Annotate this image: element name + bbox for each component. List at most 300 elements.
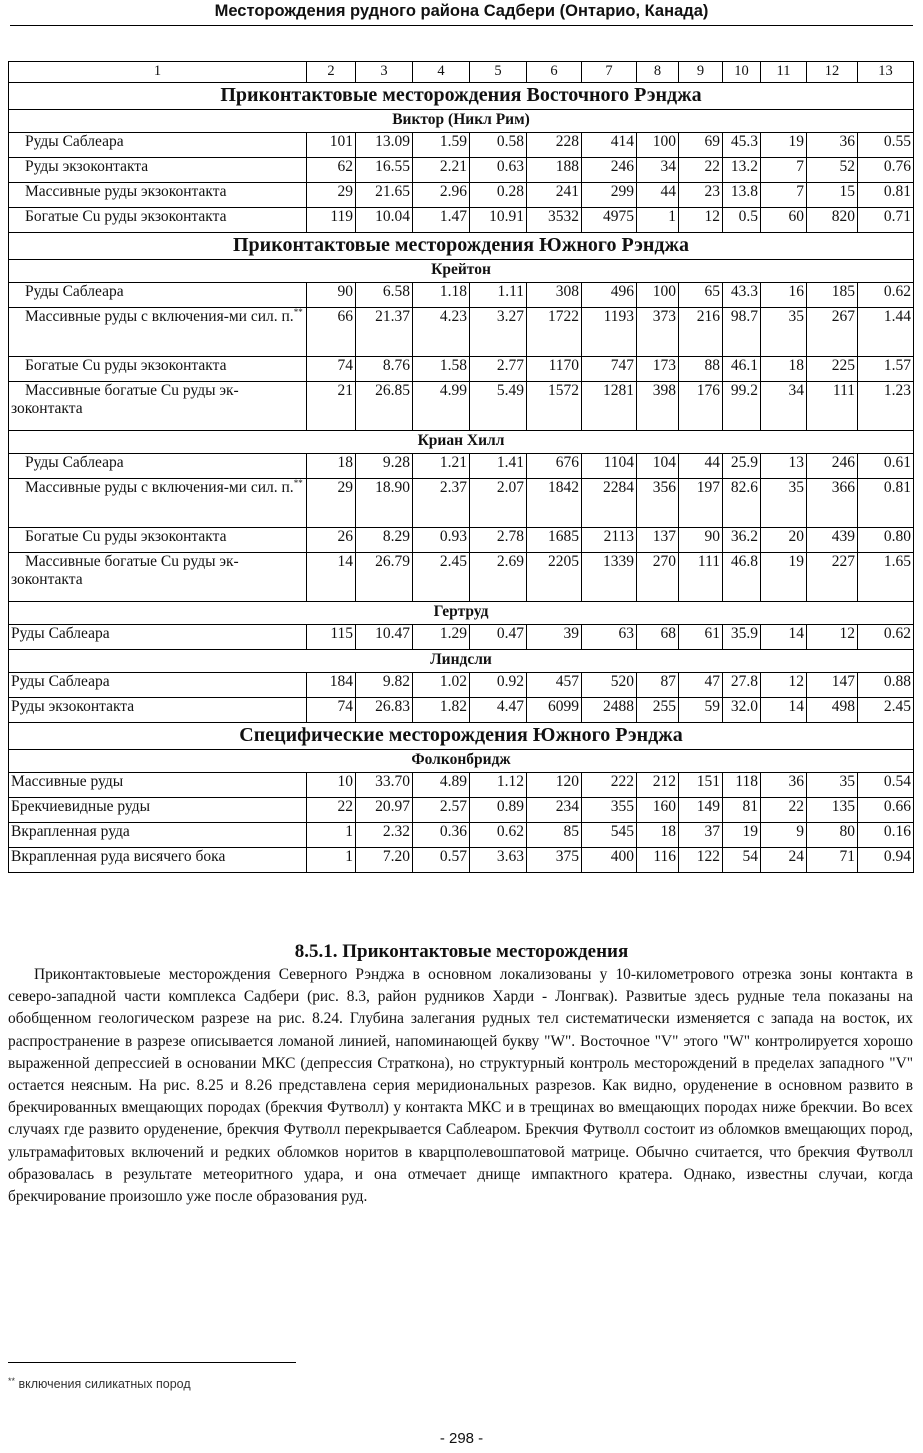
table-cell: 1.02	[413, 673, 470, 698]
table-cell: 14	[761, 698, 807, 723]
row-label	[9, 382, 307, 431]
table-cell: 270	[637, 553, 679, 602]
table-cell: 39	[527, 625, 582, 650]
table-cell: 60	[761, 208, 807, 233]
row-label-text: Брекчиевидные руды	[11, 798, 151, 815]
table-cell: 98.7	[723, 308, 761, 357]
table-row	[9, 382, 914, 431]
table-cell: 234	[527, 798, 582, 823]
table-cell: 2.07	[470, 479, 527, 528]
deposit-name: Фолконбридж	[9, 750, 914, 773]
table-cell: 21	[307, 382, 356, 431]
table-cell: 216	[679, 308, 723, 357]
table-cell: 16	[761, 283, 807, 308]
table-cell: 23	[679, 183, 723, 208]
table-cell: 0.81	[858, 479, 914, 528]
table-cell: 36	[807, 133, 858, 158]
table-cell: 160	[637, 798, 679, 823]
table-cell: 120	[527, 773, 582, 798]
row-label	[9, 208, 307, 233]
row-label	[9, 698, 307, 723]
table-cell: 1339	[582, 553, 637, 602]
table-cell: 12	[761, 673, 807, 698]
table-cell: 149	[679, 798, 723, 823]
table-cell: 0.47	[470, 625, 527, 650]
row-label	[9, 798, 307, 823]
table-cell: 188	[527, 158, 582, 183]
deposit-row	[9, 110, 914, 133]
column-number: 3	[356, 62, 413, 83]
table-cell: 2.57	[413, 798, 470, 823]
deposit-name: Виктор (Никл Рим)	[9, 110, 914, 133]
table-cell: 225	[807, 357, 858, 382]
column-number: 10	[723, 62, 761, 83]
table-cell: 27.8	[723, 673, 761, 698]
table-cell: 1.11	[470, 283, 527, 308]
table-cell: 82.6	[723, 479, 761, 528]
table-cell: 1.59	[413, 133, 470, 158]
table-cell: 2.37	[413, 479, 470, 528]
table-cell: 85	[527, 823, 582, 848]
table-cell: 0.58	[470, 133, 527, 158]
table-row	[9, 183, 914, 208]
table-cell: 74	[307, 698, 356, 723]
deposit-row	[9, 602, 914, 625]
table-cell: 71	[807, 848, 858, 873]
table-cell: 9.28	[356, 454, 413, 479]
table-row	[9, 283, 914, 308]
table-cell: 13.2	[723, 158, 761, 183]
table-cell: 14	[761, 625, 807, 650]
table-cell: 373	[637, 308, 679, 357]
table-cell: 1.21	[413, 454, 470, 479]
table-cell: 173	[637, 357, 679, 382]
table-row	[9, 528, 914, 553]
table-row	[9, 158, 914, 183]
table-cell: 90	[307, 283, 356, 308]
table-cell: 116	[637, 848, 679, 873]
table-cell: 0.63	[470, 158, 527, 183]
table-cell: 137	[637, 528, 679, 553]
table-cell: 267	[807, 308, 858, 357]
table-cell: 99.2	[723, 382, 761, 431]
table-cell: 1.23	[858, 382, 914, 431]
table-cell: 308	[527, 283, 582, 308]
row-label	[9, 479, 307, 528]
table-cell: 400	[582, 848, 637, 873]
table-cell: 356	[637, 479, 679, 528]
table-cell: 0.71	[858, 208, 914, 233]
table-cell: 255	[637, 698, 679, 723]
column-number: 2	[307, 62, 356, 83]
row-label-text: Руды Саблеара	[11, 673, 110, 690]
row-label	[9, 848, 307, 873]
table-cell: 33.70	[356, 773, 413, 798]
table-cell: 35	[761, 479, 807, 528]
table-cell: 545	[582, 823, 637, 848]
table-cell: 299	[582, 183, 637, 208]
table-cell: 21.65	[356, 183, 413, 208]
table-cell: 62	[307, 158, 356, 183]
table-cell: 2284	[582, 479, 637, 528]
row-label	[9, 528, 307, 553]
table-cell: 0.54	[858, 773, 914, 798]
column-number: 5	[470, 62, 527, 83]
row-label	[9, 158, 307, 183]
table-cell: 3532	[527, 208, 582, 233]
table-cell: 66	[307, 308, 356, 357]
table-cell: 18.90	[356, 479, 413, 528]
table-cell: 1193	[582, 308, 637, 357]
table-cell: 68	[637, 625, 679, 650]
table-cell: 63	[582, 625, 637, 650]
table-cell: 6099	[527, 698, 582, 723]
table-cell: 7	[761, 183, 807, 208]
row-label	[9, 283, 307, 308]
table-cell: 54	[723, 848, 761, 873]
table-cell: 212	[637, 773, 679, 798]
table-cell: 19	[761, 133, 807, 158]
table-cell: 20	[761, 528, 807, 553]
table-cell: 0.93	[413, 528, 470, 553]
table-cell: 1.29	[413, 625, 470, 650]
table-cell: 747	[582, 357, 637, 382]
footnote-rule	[8, 1362, 296, 1363]
table-cell: 1.18	[413, 283, 470, 308]
table-cell: 74	[307, 357, 356, 382]
table-row	[9, 698, 914, 723]
row-label	[9, 454, 307, 479]
row-label-text: Массивные богатые Cu руды эк-зоконтакта	[11, 553, 239, 588]
column-number: 6	[527, 62, 582, 83]
table-cell: 1722	[527, 308, 582, 357]
table-cell: 14	[307, 553, 356, 602]
table-cell: 104	[637, 454, 679, 479]
column-number: 13	[858, 62, 914, 83]
table-cell: 81	[723, 798, 761, 823]
table-cell: 44	[637, 183, 679, 208]
row-label-text: Вкрапленная руда	[11, 823, 130, 840]
column-number: 4	[413, 62, 470, 83]
deposit-row	[9, 750, 914, 773]
table-cell: 21.37	[356, 308, 413, 357]
table-cell: 22	[307, 798, 356, 823]
table-cell: 1.47	[413, 208, 470, 233]
table-cell: 115	[307, 625, 356, 650]
table-cell: 0.76	[858, 158, 914, 183]
table-cell: 0.88	[858, 673, 914, 698]
column-number: 8	[637, 62, 679, 83]
table-cell: 2.69	[470, 553, 527, 602]
header-rule	[10, 25, 913, 26]
table-cell: 4.23	[413, 308, 470, 357]
section-row	[9, 233, 914, 260]
table-cell: 241	[527, 183, 582, 208]
row-label-text: Руды Саблеара	[25, 454, 124, 471]
table-cell: 12	[807, 625, 858, 650]
table-cell: 9.82	[356, 673, 413, 698]
table-cell: 26.83	[356, 698, 413, 723]
table-cell: 398	[637, 382, 679, 431]
deposit-row	[9, 431, 914, 454]
table-cell: 90	[679, 528, 723, 553]
table-cell: 100	[637, 283, 679, 308]
table-cell: 457	[527, 673, 582, 698]
table-cell: 19	[761, 553, 807, 602]
table-cell: 8.76	[356, 357, 413, 382]
table-cell: 8.29	[356, 528, 413, 553]
column-number: 1	[9, 62, 307, 83]
table-cell: 10	[307, 773, 356, 798]
table-cell: 4.47	[470, 698, 527, 723]
table-cell: 18	[307, 454, 356, 479]
table-cell: 0.62	[858, 283, 914, 308]
section-heading: 8.5.1. Приконтактовые месторождения	[294, 941, 629, 962]
table-cell: 176	[679, 382, 723, 431]
table-cell: 1842	[527, 479, 582, 528]
table-cell: 1.44	[858, 308, 914, 357]
table-cell: 820	[807, 208, 858, 233]
table-cell: 4.89	[413, 773, 470, 798]
footnote-mark: **	[8, 1376, 16, 1386]
table-cell: 1	[307, 823, 356, 848]
row-label	[9, 625, 307, 650]
table-cell: 0.80	[858, 528, 914, 553]
table-cell: 0.55	[858, 133, 914, 158]
row-label	[9, 773, 307, 798]
table-cell: 35.9	[723, 625, 761, 650]
table-cell: 0.94	[858, 848, 914, 873]
table-row	[9, 454, 914, 479]
body-paragraph: Приконтактовыеые месторождения Северного Рэнджа в основном локализованы у 10-километрового отрезка зоны контакта в северо-западной части комплекса Садбери (рис. 8.3, район рудников Харди - Лонгвак). Развитые здесь рудные тела показаны на обобщенном геологическом разрезе на рис. 8.24. Глубина залегания рудных тел систематически изменяется с запада на восток, их распространение в разрезе описывается ломаной линией, напоминающей букву "W". Восточное "V" этого "W" контролируется хорошо выраженной депрессией в основании МКС (депрессия Страткона), но структурный контроль месторождений в пределах западного "V" остается неясным. На рис. 8.25 и 8.26 представлена серия меридиональных разрезов. Как видно, оруденение в основном развито в брекчированных вмещающих породах (брекчия Футволл) у контакта МКС и в трещинах во вмещающих породах ниже брекчии. Во всех случаях где развито оруденение, брекчия Футволл перекрывается Саблеаром. Брекчия Футволл состоит из обломков вмещающих пород, ультрамафитовых включений и редких обломков норитов в кварцполевошпатовой матрице. Обычно считается, что брекчия Футволл образовалась в результате метеоритного удара, и она отмечает днище импактного кратера. Однако, известны случаи, когда брекчирование произошло уже после образования руд.	[8, 966, 913, 1206]
table-cell: 26.79	[356, 553, 413, 602]
column-number: 11	[761, 62, 807, 83]
table-cell: 25.9	[723, 454, 761, 479]
table-cell: 35	[761, 308, 807, 357]
table-cell: 29	[307, 183, 356, 208]
table-cell: 151	[679, 773, 723, 798]
table-cell: 36.2	[723, 528, 761, 553]
table-cell: 185	[807, 283, 858, 308]
table-cell: 35	[807, 773, 858, 798]
table-cell: 15	[807, 183, 858, 208]
ore-composition-table	[8, 61, 914, 873]
running-header: Месторождения рудного района Садбери (Онтарио, Канада)	[214, 2, 709, 20]
table-cell: 0.62	[858, 625, 914, 650]
table-cell: 0.92	[470, 673, 527, 698]
table-row	[9, 823, 914, 848]
footnote-ref: **	[293, 307, 303, 317]
table-body	[9, 62, 914, 873]
table-cell: 37	[679, 823, 723, 848]
page-number: - 298 -	[439, 1430, 484, 1447]
row-label-text: Руды Саблеара	[25, 133, 124, 150]
table-cell: 147	[807, 673, 858, 698]
table-cell: 9	[761, 823, 807, 848]
table-cell: 100	[637, 133, 679, 158]
table-cell: 184	[307, 673, 356, 698]
table-cell: 18	[761, 357, 807, 382]
row-label	[9, 133, 307, 158]
table-cell: 0.57	[413, 848, 470, 873]
table-cell: 10.04	[356, 208, 413, 233]
table-cell: 16.55	[356, 158, 413, 183]
row-label-text: Массивные руды	[11, 773, 124, 790]
row-label-text: Вкрапленная руда висячего бока	[11, 848, 226, 865]
column-number-row	[9, 62, 914, 83]
table-cell: 13.8	[723, 183, 761, 208]
table-cell: 375	[527, 848, 582, 873]
table-cell: 0.89	[470, 798, 527, 823]
table-cell: 101	[307, 133, 356, 158]
deposit-row	[9, 260, 914, 283]
row-label	[9, 357, 307, 382]
deposit-name: Криан Хилл	[9, 431, 914, 454]
table-cell: 496	[582, 283, 637, 308]
table-cell: 2.78	[470, 528, 527, 553]
table-cell: 59	[679, 698, 723, 723]
table-cell: 439	[807, 528, 858, 553]
table-cell: 0.81	[858, 183, 914, 208]
table-cell: 118	[723, 773, 761, 798]
table-row	[9, 773, 914, 798]
table-cell: 119	[307, 208, 356, 233]
table-cell: 414	[582, 133, 637, 158]
table-cell: 19	[723, 823, 761, 848]
table-cell: 36	[761, 773, 807, 798]
table-row	[9, 798, 914, 823]
table-row	[9, 479, 914, 528]
table-cell: 46.1	[723, 357, 761, 382]
table-cell: 676	[527, 454, 582, 479]
table-cell: 1.12	[470, 773, 527, 798]
table-cell: 520	[582, 673, 637, 698]
table-cell: 10.47	[356, 625, 413, 650]
row-label	[9, 553, 307, 602]
table-cell: 61	[679, 625, 723, 650]
table-row	[9, 308, 914, 357]
table-row	[9, 553, 914, 602]
table-cell: 1104	[582, 454, 637, 479]
table-cell: 1.82	[413, 698, 470, 723]
table-cell: 197	[679, 479, 723, 528]
table-cell: 111	[807, 382, 858, 431]
table-cell: 2.96	[413, 183, 470, 208]
section-title: Приконтактовые месторождения Южного Рэнджа	[9, 233, 914, 260]
table-cell: 0.5	[723, 208, 761, 233]
table-row	[9, 208, 914, 233]
row-label-text: Руды экзоконтакта	[25, 158, 149, 175]
table-cell: 22	[761, 798, 807, 823]
table-cell: 1	[637, 208, 679, 233]
table-row	[9, 848, 914, 873]
row-label-text: Руды Саблеара	[25, 283, 124, 300]
table-cell: 2.32	[356, 823, 413, 848]
table-cell: 4975	[582, 208, 637, 233]
section-row	[9, 83, 914, 110]
column-number: 7	[582, 62, 637, 83]
table-cell: 1.65	[858, 553, 914, 602]
table-cell: 2205	[527, 553, 582, 602]
row-label	[9, 308, 307, 357]
table-cell: 69	[679, 133, 723, 158]
footnote-ref: **	[293, 478, 303, 488]
table-cell: 26	[307, 528, 356, 553]
table-cell: 10.91	[470, 208, 527, 233]
table-cell: 2.21	[413, 158, 470, 183]
table-cell: 366	[807, 479, 858, 528]
table-cell: 227	[807, 553, 858, 602]
table-cell: 45.3	[723, 133, 761, 158]
table-cell: 47	[679, 673, 723, 698]
table-cell: 246	[807, 454, 858, 479]
table-cell: 1.41	[470, 454, 527, 479]
row-label	[9, 823, 307, 848]
table-cell: 122	[679, 848, 723, 873]
table-row	[9, 357, 914, 382]
table-cell: 26.85	[356, 382, 413, 431]
table-cell: 44	[679, 454, 723, 479]
table-row	[9, 625, 914, 650]
table-cell: 7.20	[356, 848, 413, 873]
table-cell: 0.36	[413, 823, 470, 848]
table-cell: 246	[582, 158, 637, 183]
table-cell: 7	[761, 158, 807, 183]
table-cell: 46.8	[723, 553, 761, 602]
table-cell: 13.09	[356, 133, 413, 158]
table-cell: 24	[761, 848, 807, 873]
table-cell: 6.58	[356, 283, 413, 308]
deposit-name: Линдсли	[9, 650, 914, 673]
table-cell: 22	[679, 158, 723, 183]
row-label-text: Массивные руды с включения-ми сил. п.	[25, 308, 294, 325]
table-cell: 2113	[582, 528, 637, 553]
table-cell: 5.49	[470, 382, 527, 431]
table-cell: 20.97	[356, 798, 413, 823]
table-cell: 80	[807, 823, 858, 848]
row-label-text: Руды Саблеара	[11, 625, 110, 642]
table-cell: 2.77	[470, 357, 527, 382]
table-cell: 32.0	[723, 698, 761, 723]
footnote-text: включения силикатных пород	[18, 1377, 191, 1391]
table-cell: 65	[679, 283, 723, 308]
table-cell: 1.58	[413, 357, 470, 382]
table-cell: 0.61	[858, 454, 914, 479]
table-cell: 3.63	[470, 848, 527, 873]
section-title: Специфические месторождения Южного Рэнджа	[9, 723, 914, 750]
table-cell: 43.3	[723, 283, 761, 308]
table-cell: 228	[527, 133, 582, 158]
table-cell: 1281	[582, 382, 637, 431]
table-cell: 0.62	[470, 823, 527, 848]
deposit-name: Гертруд	[9, 602, 914, 625]
row-label-text: Богатые Cu руды экзоконтакта	[25, 528, 227, 545]
table-cell: 111	[679, 553, 723, 602]
table-cell: 1	[307, 848, 356, 873]
row-label-text: Массивные богатые Cu руды эк-зоконтакта	[11, 382, 239, 417]
table-cell: 1.57	[858, 357, 914, 382]
deposit-name: Крейтон	[9, 260, 914, 283]
table-cell: 34	[637, 158, 679, 183]
section-row	[9, 723, 914, 750]
footnote	[8, 1377, 191, 1391]
table-cell: 355	[582, 798, 637, 823]
table-cell: 13	[761, 454, 807, 479]
table-cell: 12	[679, 208, 723, 233]
column-number: 12	[807, 62, 858, 83]
row-label-text: Богатые Cu руды экзоконтакта	[25, 357, 227, 374]
column-number: 9	[679, 62, 723, 83]
